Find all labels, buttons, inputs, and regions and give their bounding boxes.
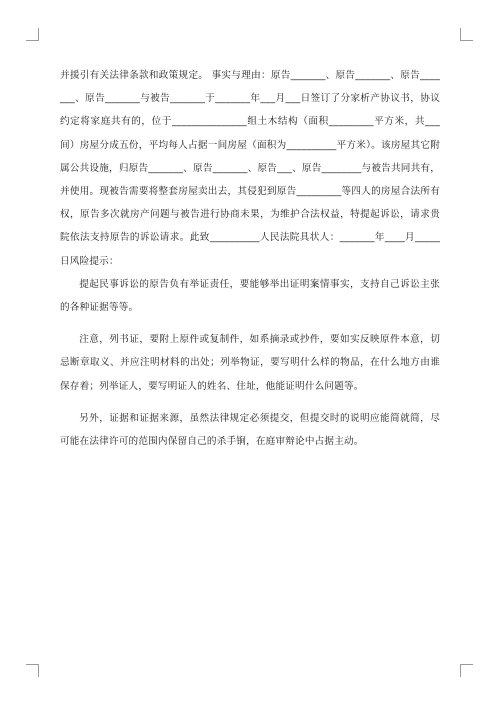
page-corner-mark-top-left (26, 28, 39, 41)
paragraph-facts-and-reasons: 并援引有关法律条款和政策规定。 事实与理由：原告_______、原告_______、原告_______、原告_______与被告_______于_______年___月___日签订了分家析产协议书，协议约定将家庭共有的，位于_______________组土木结构（面积_________平方米，共___间）房屋分成五份，平均每人占据一间房屋（面积为__________平方米）。该房屋其它附属公共设施，归原告_______、原告_______、原告___、原告________与被告共同共有，并使用。现被告需要将整套房屋卖出去，其侵犯到原告_________等四人的房屋合法所有权，原告多次就房产问题与被告进行协商未果，为维护合法权益，特提起诉讼，请求贵院依法支持原告的诉讼请求。此致__________人民法院具状人：_______年____月_____日风险提示： (60, 70, 440, 267)
paragraph-evidence-source: 另外，证据和证据来源，虽然法律规定必须提交，但提交时的说明应能简就简，尽可能在法律许可的范围内保留自己的杀手锏，在庭审辩论中占据主动。 (60, 412, 440, 448)
page-corner-mark-bottom-right (460, 664, 473, 677)
page-corner-mark-top-right (460, 28, 473, 41)
paragraph-evidence-notes: 注意，列书证，要附上原件或复制件，如系摘录或抄件，要如实反映原件本意，切忌断章取义、并应注明材料的出处；列举物证，要写明什么样的物品，在什么地方由谁保存着；列举证人，要写明证人的姓名、住址，他能证明什么问题等。 (60, 334, 440, 392)
document-body (60, 64, 440, 453)
page-corner-mark-bottom-left (26, 664, 39, 677)
paragraph-burden-of-proof: 提起民事诉讼的原告负有举证责任，要能够举出证明案情事实，支持自己诉讼主张的各种证据等等。 (60, 278, 440, 314)
